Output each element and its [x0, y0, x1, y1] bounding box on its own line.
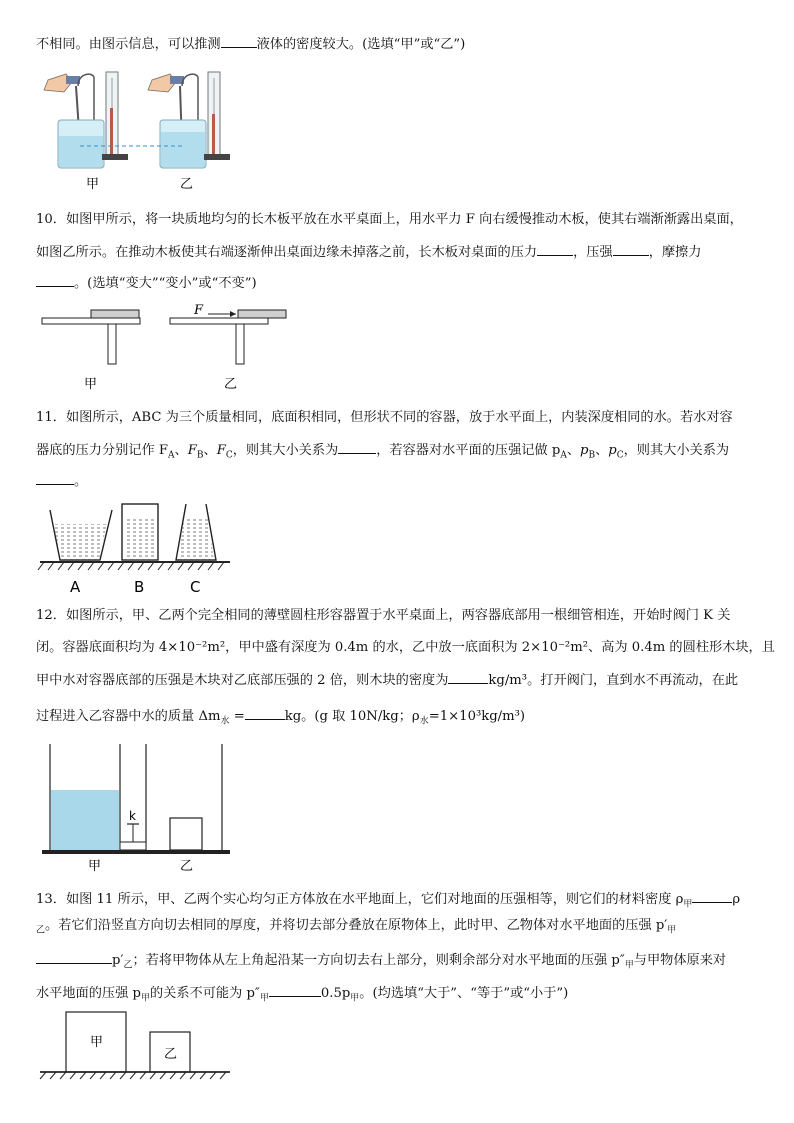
container-jia: [50, 744, 120, 850]
board-yi: [238, 310, 286, 318]
q11-label-c: C: [190, 578, 201, 596]
q11-line3: 。: [36, 471, 87, 491]
q10-line2: 如图乙所示。在推动木板使其右端逐渐伸出桌面边缘未掉落之前，长木板对桌面的压力 ，压强 ，摩擦力: [36, 242, 701, 262]
q13-line2: $_乙$。若它们沿竖直方向切去相同的厚度，并将切去部分叠放在原物体上，此时甲、乙物体对水平地面的压强 $p'_甲$: [36, 918, 677, 936]
q10-blank-pressure-force[interactable]: [537, 242, 573, 256]
q13-blank-pressure-compare[interactable]: [36, 950, 112, 964]
q10-line3: 。(选填“变大”“变小”或“不变”): [36, 273, 257, 293]
q10-label-yi: 乙: [224, 377, 238, 392]
q10-table-yi: [170, 303, 286, 364]
connecting-tube: [120, 842, 146, 850]
container-yi: [146, 744, 222, 850]
q10-label-jia: 甲: [84, 377, 98, 392]
valve-label: k: [129, 809, 136, 823]
q10-blank-friction[interactable]: [36, 273, 74, 287]
q10-line1: 10．如图甲所示，将一块质地均匀的长木板平放在水平桌面上，用水平力 F 向右缓慢推动木板，使其右端渐渐露出桌面，: [36, 212, 743, 227]
q13-figure: [36, 1006, 236, 1082]
container-b: [122, 504, 158, 560]
q11-figure: [36, 498, 236, 598]
q11-line1: 11．如图所示，ABC 为三个质量相同，底面积相同，但形状不同的容器，放于水平面上，内装深度相同的水。若水对容: [36, 410, 733, 425]
q12-line1: 12．如图所示，甲、乙两个完全相同的薄壁圆柱形容器置于水平桌面上，两容器底部用一根细管相连，开始时阀门 K 关: [36, 608, 731, 623]
q9-apparatus-left: [44, 72, 128, 168]
q11-blank-pressure[interactable]: [36, 471, 74, 485]
q12-line3: 甲中水对容器底部的压强是木块对乙底部压强的 2 倍，则木块的密度为 kg/m³。打开阀门，直到水不再流动，在此: [36, 670, 738, 690]
q12-line2: 闭。容器底面积均为 4×10⁻²m²，甲中盛有深度为 0.4m 的水，乙中放一底面积为 2×10⁻²m²、高为 0.4m 的圆柱形木块，且: [36, 640, 775, 655]
container-a: [50, 510, 112, 560]
q12-label-jia: 甲: [88, 859, 102, 874]
q12-blank-density[interactable]: [448, 670, 488, 684]
q11-label-a: A: [70, 578, 81, 596]
q13-line1: 13．如图 11 所示，甲、乙两个实心均匀正方体放在水平地面上，它们对地面的压强相等，则它们的材料密度 $\rho_甲$ ρ: [36, 889, 740, 914]
q9-apparatus-right: [148, 72, 230, 168]
q12-label-yi: 乙: [180, 859, 194, 874]
q9-line1: 不相同。由图示信息，可以推测 液体的密度较大。(选填“甲”或“乙”): [36, 34, 465, 54]
q9-blank[interactable]: [221, 34, 257, 48]
q10-table-jia: [42, 310, 140, 364]
q13-label-yi: 乙: [164, 1047, 178, 1062]
q13-blank-half[interactable]: [269, 983, 321, 997]
q13-label-jia: 甲: [90, 1035, 104, 1050]
board-jia: [91, 310, 139, 318]
container-c: [176, 504, 216, 560]
table-surface: [42, 850, 230, 854]
q10-blank-pressure[interactable]: [613, 242, 649, 256]
q13-line4: 水平地面的压强 $p_甲$的关系不可能为 $p''_甲$ $0.5p_甲$。(均选填“大于”、“等于”或“小于”): [36, 983, 568, 1008]
q13-line3: $p'_乙$；若将甲物体从左上角起沿某一方向切去右上部分，则剩余部分对水平地面的压强 $p''_甲$与甲物体原来对: [36, 950, 726, 975]
q12-blank-mass[interactable]: [245, 706, 285, 720]
q10-figure: [36, 300, 296, 394]
q11-line2: 器底的压力分别记作 $F_A$、$F_B$、$F_C$，则其大小关系为 ，若容器对水平面的压强记做 $p_A$、$p_B$、$p_C$，则其大小关系为: [36, 440, 729, 465]
q11-blank-force[interactable]: [338, 440, 376, 454]
wood-block: [170, 818, 202, 850]
q9-label-yi: 乙: [180, 177, 194, 192]
q11-label-b: B: [134, 578, 145, 596]
force-label: F: [194, 303, 204, 318]
q9-label-jia: 甲: [86, 177, 100, 192]
q13-blank-density[interactable]: [692, 889, 732, 903]
arrow-right-icon: [230, 311, 236, 317]
q9-figure: [36, 68, 246, 194]
q12-line4: 过程进入乙容器中水的质量 $\Delta m_水$ = kg。(g 取 10N/kg；$\rho_水=1\times 10^3kg/m^3$): [36, 706, 525, 731]
water-jia: [51, 790, 119, 850]
q12-figure: [36, 736, 236, 876]
